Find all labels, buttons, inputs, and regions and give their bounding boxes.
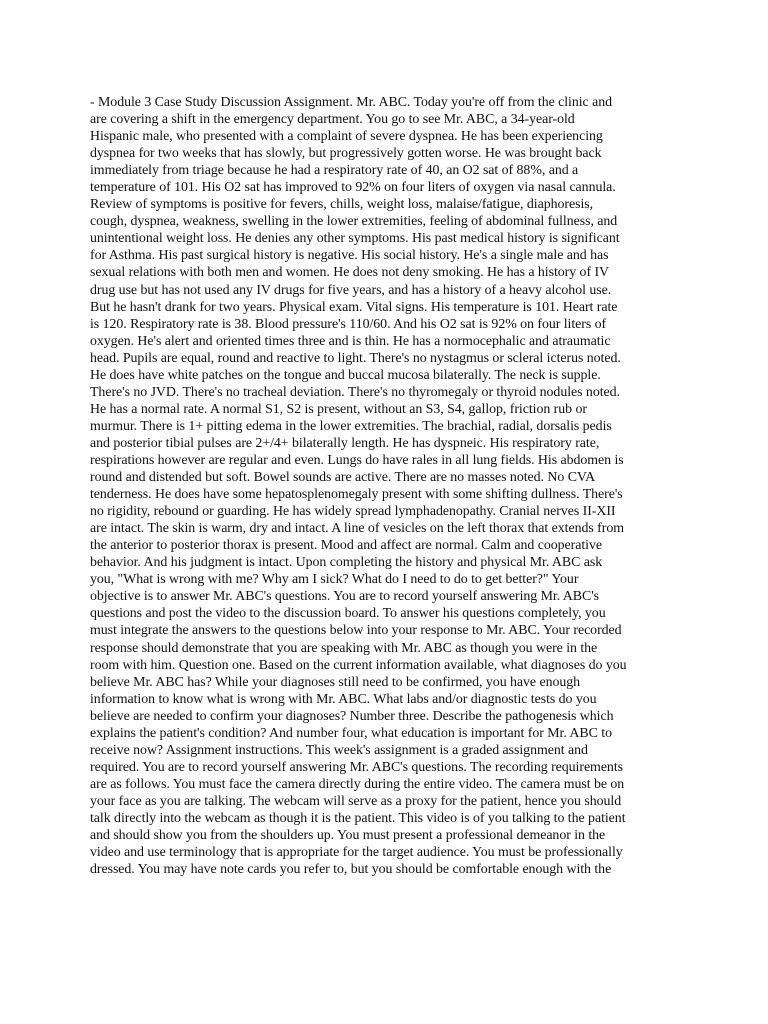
text-line: behavior. And his judgment is intact. Upon completing the history and physical Mr. ABC ask [90, 555, 603, 571]
text-line: receive now? Assignment instructions. This week's assignment is a graded assignment and [90, 742, 588, 758]
text-line: questions and post the video to the discussion board. To answer his questions completely, you [90, 606, 606, 622]
text-line: Review of symptoms is positive for fevers, chills, weight loss, malaise/fatigue, diaphoresis, [90, 197, 594, 213]
text-line: your face as you are talking. The webcam will serve as a proxy for the patient, hence you should [90, 793, 622, 809]
text-line: dressed. You may have note cards you refer to, but you should be comfortable enough with the [90, 862, 612, 878]
text-line: There's no JVD. There's no tracheal deviation. There's no thyromegaly or thyroid nodules noted. [90, 384, 620, 400]
text-line: explains the patient's condition? And number four, what education is important for Mr. ABC to [90, 725, 612, 741]
text-line: cough, dyspnea, weakness, swelling in the lower extremities, feeling of abdominal fullness, and [90, 214, 618, 230]
text-line: no rigidity, rebound or guarding. He has widely spread lymphadenopathy. Cranial nerves II-XII [90, 504, 616, 520]
text-line: respirations however are regular and even. Lungs do have rales in all lung fields. His abdomen is [90, 452, 624, 468]
text-line: - Module 3 Case Study Discussion Assignment. Mr. ABC. Today you're off from the clinic and [90, 95, 613, 110]
text-line: Hispanic male, who presented with a complaint of severe dyspnea. He has been experiencing [90, 129, 603, 145]
text-line: tenderness. He does have some hepatosplenomegaly present with some shifting dullness. There's [90, 487, 623, 503]
text-line: for Asthma. His past surgical history is negative. His social history. He's a single male and has [90, 248, 609, 264]
text-line: response should demonstrate that you are speaking with Mr. ABC as though you were in the [90, 640, 598, 656]
text-line: unintentional weight loss. He denies any other symptoms. His past medical history is significant [90, 231, 620, 247]
text-line: is 120. Respiratory rate is 38. Blood pressure's 110/60. And his O2 sat is 92% on four liters of [90, 316, 607, 332]
text-line: He does have white patches on the tongue and buccal mucosa bilaterally. The neck is supple. [90, 367, 601, 383]
text-line: But he hasn't drank for two years. Physical exam. Vital signs. His temperature is 101. Heart rate [90, 299, 618, 315]
text-line: believe Mr. ABC has? While your diagnoses still need to be confirmed, you have enough [90, 674, 581, 690]
text-line: are intact. The skin is warm, dry and intact. A line of vesicles on the left thorax that extends from [90, 521, 624, 537]
text-line: and should show you from the shoulders up. You must present a professional demeanor in the [90, 828, 606, 844]
text-line: sexual relations with both men and women. He does not deny smoking. He has a history of IV [90, 265, 610, 281]
text-line: information to know what is wrong with Mr. ABC. What labs and/or diagnostic tests do you [90, 691, 597, 707]
text-line: drug use but has not used any IV drugs for five years, and has a history of a heavy alcohol use. [90, 282, 612, 298]
text-line: required. You are to record yourself answering Mr. ABC's questions. The recording requirements [90, 759, 623, 775]
text-line: objective is to answer Mr. ABC's questions. You are to record yourself answering Mr. ABC's [90, 589, 600, 605]
document-body [90, 94, 680, 1004]
text-line: dyspnea for two weeks that has slowly, but progressively gotten worse. He was brought back [90, 146, 602, 162]
text-line: video and use terminology that is appropriate for the target audience. You must be professionally [90, 845, 623, 861]
text-line: He has a normal rate. A normal S1, S2 is present, without an S3, S4, gallop, friction rub or [90, 401, 587, 417]
text-line: round and distended but soft. Bowel sounds are active. There are no masses noted. No CVA [90, 470, 596, 486]
text-line: believe are needed to confirm your diagnoses? Number three. Describe the pathogenesis which [90, 708, 614, 724]
text-line: immediately from triage because he had a respiratory rate of 40, an O2 sat of 88%, and a [90, 163, 579, 179]
text-line: and posterior tibial pulses are 2+/4+ bilaterally length. He has dyspneic. His respiratory rate, [90, 435, 600, 451]
text-line: you, "What is wrong with me? Why am I sick? What do I need to do to get better?" Your [90, 572, 579, 588]
text-line: room with him. Question one. Based on the current information available, what diagnoses do you [90, 657, 627, 673]
text-line: head. Pupils are equal, round and reactive to light. There's no nystagmus or scleral icterus noted. [90, 350, 621, 366]
text-line: murmur. There is 1+ pitting edema in the lower extremities. The brachial, radial, dorsalis pedis [90, 418, 612, 434]
text-line: the anterior to posterior thorax is present. Mood and affect are normal. Calm and cooperative [90, 538, 602, 554]
text-line: must integrate the answers to the questions below into your response to Mr. ABC. Your recorded [90, 623, 622, 639]
text-line: temperature of 101. His O2 sat has improved to 92% on four liters of oxygen via nasal cannula. [90, 180, 616, 196]
text-line: are as follows. You must face the camera directly during the entire video. The camera must be on [90, 776, 625, 792]
text-line: talk directly into the webcam as though it is the patient. This video is of you talking to the patient [90, 810, 626, 826]
text-line: oxygen. He's alert and oriented times three and is thin. He has a normocephalic and atraumatic [90, 333, 611, 349]
text-line: are covering a shift in the emergency department. You go to see Mr. ABC, a 34-year-old [90, 112, 575, 128]
